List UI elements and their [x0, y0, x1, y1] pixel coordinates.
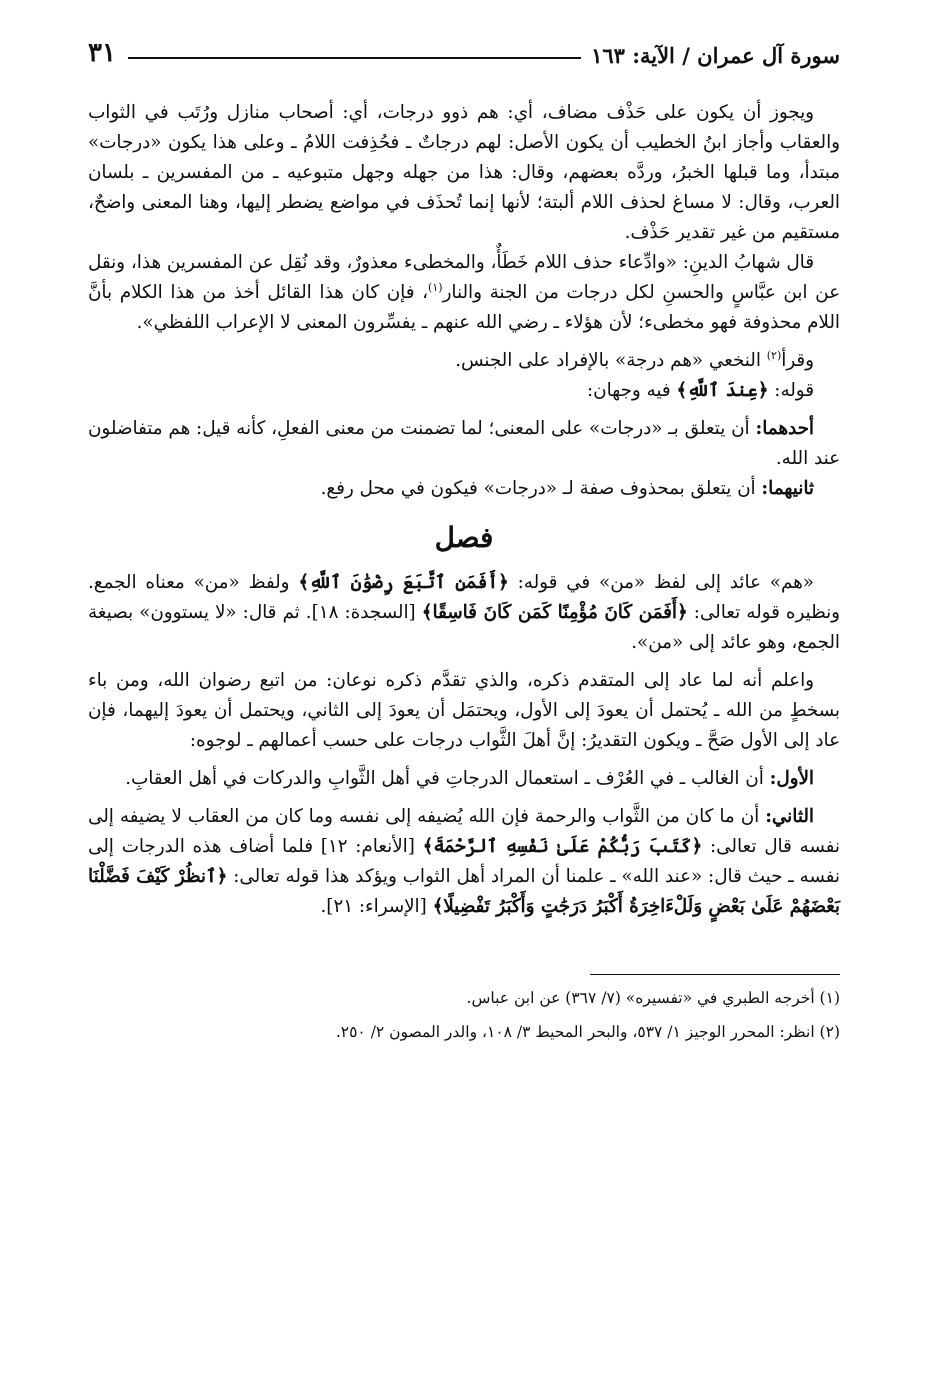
- paragraph-3-text-b: النخعي «هم درجة» بالإفراد على الجنس.: [455, 350, 767, 371]
- paragraph-3-text-a: وقرأ: [781, 350, 814, 371]
- paragraph-10-text-c: [الإسراء: ٢١].: [320, 896, 433, 917]
- footnote-separator: [590, 974, 840, 975]
- paragraph-5-lead: أحدهما:: [755, 418, 814, 439]
- paragraph-6-lead: ثانيهما:: [761, 478, 814, 499]
- footnote-1: (١) أخرجه الطبري في «تفسيره» (٧/ ٣٦٧) عن ابن عباس.: [466, 989, 840, 1007]
- footnote-ref-1[interactable]: (١): [428, 280, 443, 294]
- quran-quote: ﴿أَفَمَنِ ٱتَّبَعَ رِضْوَٰنَ ٱللَّهِ﴾: [298, 572, 509, 593]
- paragraph-9-lead: الأول:: [769, 768, 814, 789]
- paragraph-4-text-b: فيه وجهان:: [587, 380, 677, 401]
- main-text: [88, 98, 840, 922]
- quran-quote: ﴿عِندَ ٱللَّهِ﴾: [676, 380, 769, 401]
- running-header: [88, 28, 840, 68]
- paragraph-4-text-a: قوله:: [768, 380, 814, 401]
- running-header-title: سورة آل عمران / الآية: ١٦٣: [591, 43, 840, 68]
- paragraph-2-text-a: قال شهابُ الدينِ: «وادِّعاء حذف اللام خَطَأٌ، والمخطىء معذورٌ، وقد نُقِل عن المفسرين هذا، ونقل عن ابن عبَّاسٍ والحسنِ لكل درجات من الجنة والنار: [88, 252, 840, 303]
- paragraph-10-lead: الثاني:: [765, 806, 814, 827]
- paragraph-10-text-b: [الأنعام: ١٢] فلما أضاف هذه الدرجات إلى نفسه ـ حيث قال: «عند الله» ـ علمنا أن المراد أهل الثواب ويؤكد هذا قوله تعالى:: [88, 836, 840, 887]
- paragraph-8: واعلم أنه لما عاد إلى المتقدم ذكره، والذي تقدَّم ذكره نوعان: من اتبع رضوان الله، ومن باء بسخطٍ من الله ـ يُحتمل أن يعودَ إلى الأول، ويحتمَل أن يعودَ إلى الثاني، ويحتمل أن يعودَ إليهما، فإن عاد إلى الأول صَحَّ ـ ويكون التقديرُ: إنَّ أهلَ الثَّواب درجات على حسب أعمالهم ـ لوجوه:: [88, 670, 840, 751]
- paragraph-7: [88, 568, 840, 658]
- header-rule: [128, 57, 581, 59]
- quran-quote: ﴿كَتَبَ رَبُّكُمْ عَلَىٰ نَفْسِهِ ٱلرَّحْمَةَ﴾: [422, 836, 703, 857]
- paragraph-4: [88, 376, 840, 406]
- paragraph-7-text-b: ولفظ «من» معناه الجمع. ونظيره قوله تعالى:: [88, 572, 840, 623]
- footnote-2: (٢) انظر: المحرر الوجيز ١/ ٥٣٧، والبحر المحيط ٣/ ١٠٨، والدر المصون ٢/ ٢٥٠.: [335, 1023, 840, 1041]
- quran-quote: ﴿أَفَمَن كَانَ مُؤْمِنًا كَمَن كَانَ فَاسِقًا﴾: [421, 602, 688, 623]
- paragraph-10-text-a: أن ما كان من الثَّواب والرحمة فإن الله يُضيفه إلى نفسه وما كان من العقاب لا يضيفه إلى نفسه قال تعالى:: [88, 806, 840, 857]
- page: [88, 28, 840, 1348]
- paragraph-2: [88, 248, 840, 338]
- paragraph-5: [88, 414, 840, 474]
- paragraph-9-text: أن الغالب ـ في العُرْف ـ استعمال الدرجاتِ في أهل الثَّوابِ والدركات في أهل العقابِ.: [125, 768, 770, 789]
- footnote-ref-2[interactable]: (٢): [766, 348, 782, 362]
- paragraph-2-text-b: ، فإن كان هذا القائل أخذ من هذا الكلام بأنَّ اللام محذوفة فهو مخطىء؛ لأن هؤلاء ـ رضي الله عنهم ـ يفسِّرون المعنى لا الإعراب اللفظي».: [88, 282, 840, 333]
- paragraph-6-text: أن يتعلق بمحذوف صفة لـ «درجات» فيكون في محل رفع.: [320, 478, 762, 499]
- section-heading: فصل: [434, 521, 494, 554]
- paragraph-3: [88, 346, 840, 376]
- paragraph-5-text: أن يتعلق بـ «درجات» على المعنى؛ لما تضمنت من معنى الفعلِ، كأنه قيل: هم متفاضلون عند الله.: [88, 418, 840, 469]
- paragraph-9: [88, 764, 840, 794]
- paragraph-10: [88, 802, 840, 922]
- page-number: ٣١: [88, 38, 116, 68]
- paragraph-1: ويجوز أن يكون على حَذْف مضاف، أي: هم ذوو درجات، أي: أصحاب منازل ورُتَب في الثواب والعقاب وأجاز ابنُ الخطيب أن يكون الأصل: لهم درجاتٌ ـ فحُذِفت اللامُ ـ وعلى هذا يكون «درجات» مبتدأ، وما قبلها الخبرُ، وردَّه بعضهم، وقال: هذا من جهله وجهل متبوعيه ـ من المفسرين ـ بلسان العرب، وقال: لا مساغ لحذف اللام ألبتة؛ لأنها إنما تُحذَف في مواضع يضطر إليها، وهنا المعنى واضحٌ، مستقيم من غير تقدير حَذْف.: [88, 102, 840, 243]
- footnotes: [88, 981, 840, 1049]
- paragraph-7-text-c: [السجدة: ١٨]. ثم قال: «لا يستوون» بصيغة الجمع، وهو عائد إلى «من».: [88, 602, 840, 653]
- paragraph-7-text-a: «هم» عائد إلى لفظ «من» في قوله:: [508, 572, 814, 593]
- quran-quote: ﴿ٱنظُرْ كَيْفَ فَضَّلْنَا بَعْضَهُمْ عَلَىٰ بَعْضٍ وَلَلْءَاخِرَةُ أَكْبَرُ دَرَجَٰتٍ وَأَكْبَرُ تَفْضِيلًا﴾: [88, 866, 840, 917]
- paragraph-6: [88, 474, 840, 504]
